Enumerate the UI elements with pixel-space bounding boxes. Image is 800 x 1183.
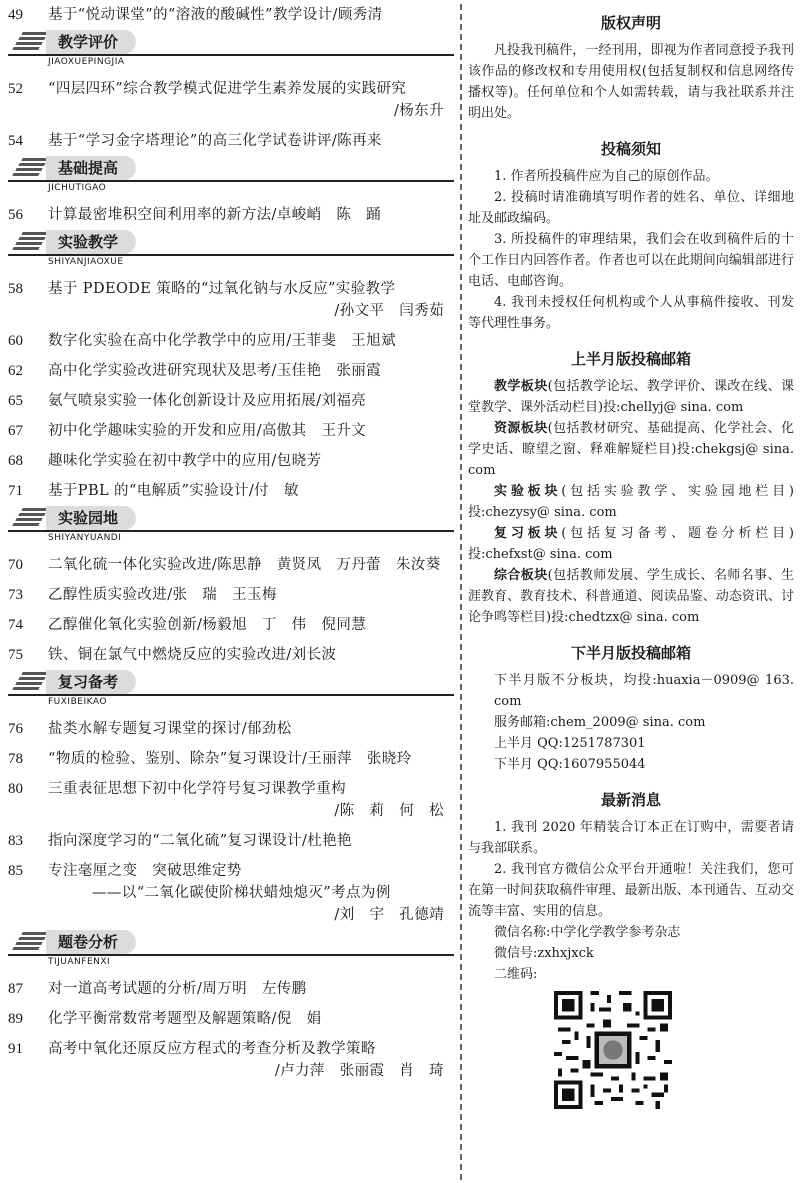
news-item: 2. 我刊官方微信公众平台开通啦！关注我们，您可在第一时间获取稿件审理、最新出版、本刊通告、互动交流等丰富、实用的信息。	[468, 862, 794, 919]
article-title: 指向深度学习的“二氧化硫”复习课设计/杜艳艳	[48, 833, 353, 849]
qr-code-icon[interactable]	[554, 991, 672, 1109]
page-number: 75	[8, 647, 23, 663]
page-number: 62	[8, 363, 23, 379]
mailbox-block	[468, 376, 794, 418]
section-header	[8, 930, 454, 972]
page-number: 89	[8, 1011, 23, 1027]
dashed-divider	[460, 4, 462, 1180]
page-number: 76	[8, 721, 23, 737]
page-number: 83	[8, 833, 23, 849]
section-header	[8, 506, 454, 548]
article-title: 乙醇催化氧化实验创新/杨毅旭 丁 伟 倪同慧	[48, 617, 367, 633]
article-title: 乙醇性质实验改进/张 瑞 王玉梅	[48, 587, 277, 603]
mailbox-line: 下半月版不分板块，均投:huaxia－0909@ 163. com	[494, 673, 794, 709]
page-number: 67	[8, 423, 23, 439]
qr-label: 二维码:	[494, 967, 538, 982]
stripes-icon	[12, 32, 44, 52]
toc-entry[interactable]	[8, 130, 454, 152]
section-header	[8, 30, 454, 72]
article-title: 氨气喷泉实验一体化创新设计及应用拓展/刘福亮	[48, 393, 367, 409]
article-title: 数字化实验在高中化学教学中的应用/王菲斐 王旭斌	[48, 333, 396, 349]
stripes-icon	[12, 158, 44, 178]
toc-entry[interactable]	[8, 554, 454, 576]
toc-entry[interactable]	[8, 748, 454, 770]
notice-item: 2. 投稿时请准确填写明作者的姓名、单位、详细地址及邮政编码。	[468, 190, 794, 226]
toc-entry[interactable]	[8, 78, 454, 100]
page-number: 54	[8, 133, 23, 149]
toc-entry[interactable]	[8, 584, 454, 606]
section-title: 实验园地	[46, 506, 136, 530]
block-text: (包括实验教学、实验园地栏目)投:chezysy@ sina. com	[468, 484, 794, 520]
mailbox-line: 上半月 QQ:1251787301	[494, 736, 646, 751]
page-number: 78	[8, 751, 23, 767]
page-number: 85	[8, 863, 23, 879]
article-title: 基于PBL 的“电解质”实验设计/付 敏	[48, 483, 299, 499]
section-header	[8, 156, 454, 198]
section-pinyin: JICHUTIGAO	[48, 183, 107, 193]
stripes-icon	[12, 508, 44, 528]
article-title: 高考中氧化还原反应方程式的考查分析及教学策略	[48, 1041, 376, 1057]
toc-entry[interactable]	[8, 390, 454, 412]
toc-entry[interactable]	[8, 420, 454, 442]
notice-item: 4. 我刊未授权任何机构或个人从事稿件接收、刊发等代理性事务。	[468, 295, 794, 331]
section-pinyin: FUXIBEIKAO	[48, 697, 107, 707]
wechat-name: 微信名称:中学化学教学参考杂志	[494, 925, 681, 940]
article-title: 高中化学实验改进研究现状及思考/玉佳艳 张丽霞	[48, 363, 382, 379]
latest-news-heading: 最新消息	[600, 791, 661, 809]
mailbox-block	[468, 418, 794, 481]
article-author: /卢力萍 张丽霞 肖 琦	[274, 1063, 444, 1079]
block-name: 教学板块	[494, 379, 548, 394]
article-title: 三重表征思想下初中化学符号复习课教学重构	[48, 781, 346, 797]
page-number: 87	[8, 981, 23, 997]
mailbox-line: 下半月 QQ:1607955044	[494, 757, 646, 772]
section-header	[8, 230, 454, 272]
block-name: 实验板块	[494, 484, 562, 499]
article-title: 二氧化硫一体化实验改进/陈思静 黄贤凤 万丹蕾 朱汝葵	[48, 557, 441, 573]
toc-entry[interactable]	[8, 860, 454, 882]
article-author: /孙文平 闫秀茹	[334, 303, 444, 319]
toc-entry[interactable]	[8, 450, 454, 472]
section-title: 实验教学	[46, 230, 136, 254]
toc-entry[interactable]	[8, 778, 454, 800]
page-number: 58	[8, 281, 23, 297]
first-half-mailbox-heading: 上半月版投稿邮箱	[570, 350, 691, 368]
stripes-icon	[12, 932, 44, 952]
article-title: 基于“悦动课堂”的“溶液的酸碱性”教学设计/顾秀清	[48, 7, 383, 23]
block-name: 综合板块	[494, 568, 548, 583]
toc-entry[interactable]	[8, 278, 454, 300]
block-text: (包括教师发展、学生成长、名师名事、生涯教育、教育技术、科普通道、阅读品鉴、动态资讯、讨论争鸣等栏目)投:chedtzx@ sina. com	[468, 568, 794, 625]
article-title: 计算最密堆积空间利用率的新方法/卓峻峭 陈 踊	[48, 207, 382, 223]
toc-entry[interactable]	[8, 204, 454, 226]
section-pinyin: TIJUANFENXI	[48, 957, 111, 967]
copyright-heading: 版权声明	[600, 14, 661, 32]
page-number: 73	[8, 587, 23, 603]
article-author: /刘 宇 孔德靖	[334, 907, 444, 923]
section-title: 基础提高	[46, 156, 136, 180]
article-title: 基于 PDEODE 策略的“过氧化钠与水反应”实验教学	[48, 281, 396, 297]
page-number: 80	[8, 781, 23, 797]
page-number: 65	[8, 393, 23, 409]
page-number: 60	[8, 333, 23, 349]
block-name: 复习板块	[494, 526, 562, 541]
page-number: 74	[8, 617, 23, 633]
sidebar-notices	[468, 8, 794, 1113]
notice-item: 1. 作者所投稿件应为自己的原创作品。	[494, 169, 719, 184]
article-subtitle: ——以“二氧化碳使阶梯状蜡烛熄灭”考点为例	[92, 885, 391, 901]
article-title: 初中化学趣味实验的开发和应用/高傲其 王升文	[48, 423, 367, 439]
page-number: 68	[8, 453, 23, 469]
block-name: 资源板块	[494, 421, 548, 436]
second-half-mailbox-heading: 下半月版投稿邮箱	[570, 644, 691, 662]
article-author: /陈 莉 何 松	[334, 803, 444, 819]
article-title: 对一道高考试题的分析/周万明 左传鹏	[48, 981, 307, 997]
page-number: 70	[8, 557, 23, 573]
section-title: 复习备考	[46, 670, 136, 694]
page-number: 71	[8, 483, 23, 499]
mailbox-block	[468, 523, 794, 565]
article-title: 趣味化学实验在初中教学中的应用/包晓芳	[48, 453, 322, 469]
toc-entry[interactable]	[8, 718, 454, 740]
toc-entry[interactable]	[8, 644, 454, 666]
article-title: 盐类水解专题复习课堂的探讨/郁劲松	[48, 721, 292, 737]
block-text: (包括复习备考、题卷分析栏目)投:chefxst@ sina. com	[468, 526, 794, 562]
section-title: 题卷分析	[46, 930, 136, 954]
toc-entry[interactable]	[8, 1038, 454, 1060]
toc-entry[interactable]	[8, 978, 454, 1000]
toc-entry[interactable]	[8, 330, 454, 352]
toc-entry[interactable]	[8, 480, 454, 502]
article-title: 铁、铜在氯气中燃烧反应的实验改进/刘长波	[48, 647, 337, 663]
toc-entry[interactable]	[8, 830, 454, 852]
page-number: 91	[8, 1041, 23, 1057]
mailbox-line: 服务邮箱:chem_2009@ sina. com	[494, 715, 706, 730]
article-author: /杨东升	[394, 103, 444, 119]
page-number: 52	[8, 81, 23, 97]
article-title: 专注毫厘之变 突破思维定势	[48, 863, 242, 879]
wechat-id: 微信号:zxhxjxck	[494, 946, 594, 961]
copyright-text: 凡投我刊稿件，一经刊用，即视为作者同意授予我刊该作品的修改权和专用使用权(包括复制权和信息网络传播权等)。任何单位和个人如需转载，请与我社联系并注明出处。	[468, 43, 794, 121]
toc-entry[interactable]	[8, 4, 454, 26]
article-title: “四层四环”综合教学模式促进学生素养发展的实践研究	[48, 81, 407, 97]
submission-notice-heading: 投稿须知	[600, 140, 661, 158]
block-text: (包括教学论坛、教学评价、课改在线、课堂教学、课外活动栏目)投:chellyj@ sina. com	[468, 379, 794, 415]
article-title: “物质的检验、鉴别、除杂”复习课设计/王丽萍 张晓玲	[48, 751, 412, 767]
stripes-icon	[12, 232, 44, 252]
page-number: 49	[8, 7, 23, 23]
news-item: 1. 我刊 2020 年精装合订本正在订购中，需要者请与我部联系。	[468, 820, 794, 856]
section-header	[8, 670, 454, 712]
toc-entry[interactable]	[8, 360, 454, 382]
section-pinyin: JIAOXUEPINGJIA	[48, 57, 125, 67]
page-number: 56	[8, 207, 23, 223]
table-of-contents	[8, 4, 454, 1082]
block-text: (包括教材研究、基础提高、化学社会、化学史话、瞭望之窗、释难解疑栏目)投:chekgsj@ sina. com	[468, 421, 794, 478]
mailbox-block	[468, 565, 794, 628]
section-title: 教学评价	[46, 30, 136, 54]
article-title: 基于“学习金字塔理论”的高三化学试卷讲评/陈再来	[48, 133, 382, 149]
notice-item: 3. 所投稿件的审理结果，我们会在收到稿件后的十个工作日内回答作者。作者也可以在此期间向编辑部进行电话、电邮咨询。	[468, 232, 794, 289]
mailbox-block	[468, 481, 794, 523]
article-title: 化学平衡常数常考题型及解题策略/倪 娟	[48, 1011, 322, 1027]
stripes-icon	[12, 672, 44, 692]
toc-entry[interactable]	[8, 1008, 454, 1030]
section-pinyin: SHIYANJIAOXUE	[48, 257, 124, 267]
section-pinyin: SHIYANYUANDI	[48, 533, 122, 543]
toc-entry[interactable]	[8, 614, 454, 636]
